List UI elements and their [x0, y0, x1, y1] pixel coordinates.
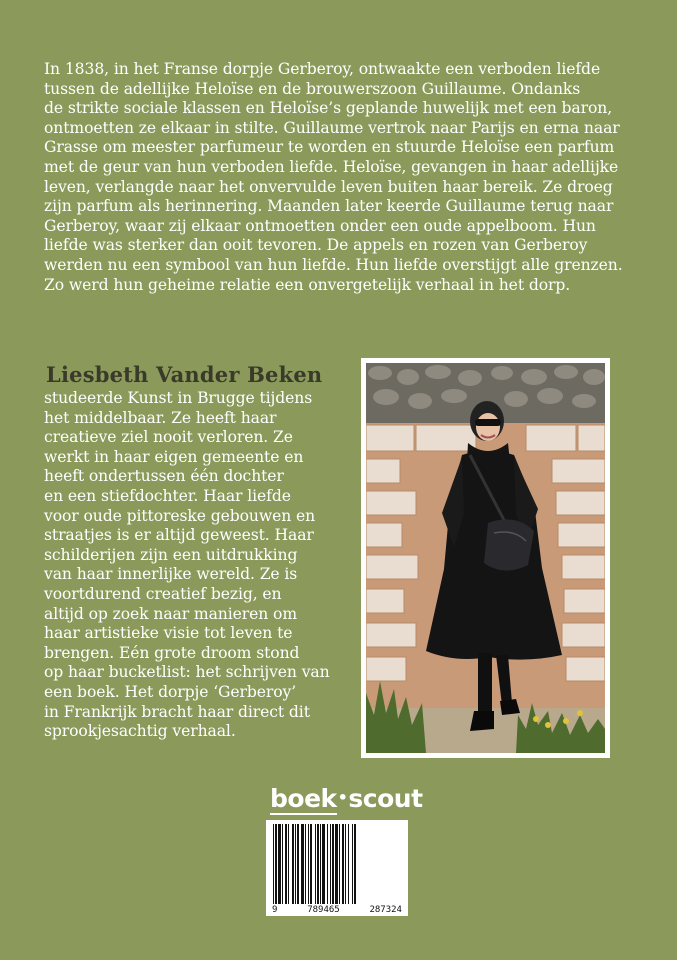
barcode-bar	[345, 824, 346, 904]
barcode-bar	[292, 824, 294, 904]
barcode-bar	[275, 824, 277, 904]
bio-line: een boek. Het dorpje ‘Gerberoy’	[44, 682, 297, 701]
bio-line: creatieve ziel nooit verloren. Ze	[44, 428, 293, 447]
barcode-bar	[285, 824, 287, 904]
synopsis-line: tussen de adellijke Heloïse en de brouwerszoon Guillaume. Ondanks	[44, 79, 581, 98]
bio-line: sprookjesachtig verhaal.	[44, 722, 236, 741]
barcode-bar	[315, 824, 316, 904]
barcode-bar	[339, 824, 340, 904]
bio-line: heeft ondertussen één dochter	[44, 467, 284, 486]
publisher-logo	[270, 784, 423, 813]
barcode-bar	[295, 824, 296, 904]
bio-line: voor oude pittoreske gebouwen en	[44, 506, 316, 525]
barcode-bar	[288, 824, 289, 904]
bio-line: studeerde Kunst in Brugge tijdens	[44, 389, 313, 407]
barcode-bar	[332, 824, 334, 904]
barcode-bar	[342, 824, 344, 904]
barcode-bar	[354, 824, 356, 904]
synopsis-line: liefde was sterker dan ooit tevoren. De appels en rozen van Gerberoy	[44, 236, 588, 255]
bio-line: werkt in haar eigen gemeente en	[44, 447, 304, 466]
bio-line: brengen. Eén grote droom stond	[44, 643, 300, 662]
logo-dot: •	[337, 788, 348, 807]
synopsis-line: Gerberoy, waar zij elkaar ontmoetten onder een oude appelboom. Hun	[44, 216, 596, 235]
barcode-digit-group2: 287324	[369, 905, 402, 915]
author-photo	[361, 358, 610, 758]
synopsis-line: Grasse om meester parfumeur te worden en stuurde Heloïse een parfum	[44, 138, 615, 157]
barcode-bar	[273, 824, 274, 904]
barcode-bar	[278, 824, 281, 904]
synopsis-line: werden nu een symbool van hun liefde. Hun liefde overstijgt alle grenzen.	[44, 255, 623, 274]
barcode-bar	[308, 824, 309, 904]
synopsis-line: In 1838, in het Franse dorpje Gerberoy, ontwaakte een verboden liefde	[44, 60, 601, 78]
barcode-digit-first: 9	[272, 905, 278, 915]
barcode-bar	[320, 824, 321, 904]
synopsis-line: met de geur van hun verboden liefde. Heloïse, gevangen in haar adellijke	[44, 157, 619, 176]
bio-line: op haar bucketlist: het schrijven van	[44, 663, 330, 682]
bio-line: voortdurend creatief bezig, en	[44, 584, 282, 603]
barcode-digits	[272, 905, 402, 915]
barcode-bar	[327, 824, 328, 904]
author-name: Liesbeth Vander Beken	[46, 362, 323, 387]
barcode-bar	[348, 824, 349, 904]
barcode-bar	[317, 824, 319, 904]
synopsis-line: Zo werd hun geheime relatie een onvergetelijk verhaal in het dorp.	[44, 275, 571, 294]
synopsis-text	[44, 60, 644, 295]
bio-line: in Frankrijk bracht haar direct dit	[44, 702, 310, 721]
barcode-digit-group1: 789465	[307, 905, 340, 915]
barcode-bar	[282, 824, 283, 904]
isbn-barcode	[266, 820, 408, 916]
barcode-bar	[322, 824, 325, 904]
barcode-bar	[352, 824, 353, 904]
synopsis-line: leven, verlangde naar het onvervulde leven buiten haar bereik. Ze droeg	[44, 177, 613, 196]
barcode-bar	[335, 824, 338, 904]
bio-line: altijd op zoek naar manieren om	[44, 604, 298, 623]
author-bio	[44, 389, 354, 742]
bio-line: van haar innerlijke wereld. Ze is	[44, 565, 298, 584]
bio-line: schilderijen zijn een uitdrukking	[44, 545, 298, 564]
synopsis-line: ontmoetten ze elkaar in stilte. Guillaume vertrok naar Parijs en erna naar	[44, 118, 620, 137]
barcode-bar	[330, 824, 331, 904]
bio-line: haar artistieke visie tot leven te	[44, 624, 293, 643]
bio-line: het middelbaar. Ze heeft haar	[44, 408, 277, 427]
barcode-bar	[301, 824, 304, 904]
barcode-bars	[272, 824, 402, 904]
synopsis-line: zijn parfum als herinnering. Maanden later keerde Guillaume terug naar	[44, 197, 614, 216]
barcode-bar	[297, 824, 299, 904]
bio-line: straatjes is er altijd geweest. Haar	[44, 526, 314, 545]
barcode-bar	[305, 824, 306, 904]
author-photo-illustration	[366, 363, 605, 753]
barcode-bar	[310, 824, 312, 904]
bio-line: en een stiefdochter. Haar liefde	[44, 486, 291, 505]
synopsis-line: de strikte sociale klassen en Heloïse’s geplande huwelijk met een baron,	[44, 99, 613, 118]
logo-text-part2: scout	[348, 784, 423, 813]
logo-text-part1: boek	[270, 784, 337, 813]
